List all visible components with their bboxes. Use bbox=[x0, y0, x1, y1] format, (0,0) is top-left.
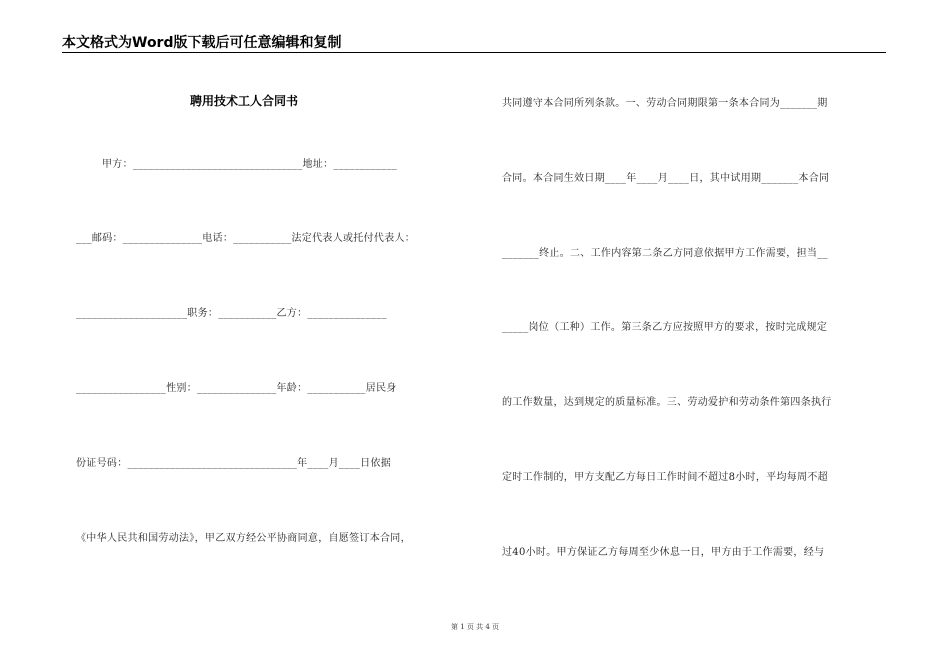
right-line-7: 过40小时。甲方保证乙方每周至少休息一日，甲方由于工作需要，经与 bbox=[502, 547, 825, 558]
right-line-2: 合同。本合同生效日期____年____月____日，其中试用期_______本合同 bbox=[502, 173, 830, 184]
right-line-5: 的工作数量，达到规定的质量标准。三、劳动爱护和劳动条件第四条执行 bbox=[502, 397, 832, 408]
left-line-6: 《中华人民共和国劳动法》，甲乙双方经公平协商同意，自愿签订本合同， bbox=[76, 533, 411, 544]
page-footer: 第 1 页 共 4 页 bbox=[450, 623, 500, 631]
right-line-1: 共同遵守本合同所列条款。一、劳动合同期限第一条本合同为_______期 bbox=[502, 98, 828, 109]
header-text: 本文格式为Word版下载后可任意编辑和复制 bbox=[62, 35, 342, 51]
left-line-2: ___邮码：_______________电话：___________法定代表人或托付代表人： bbox=[76, 233, 416, 244]
right-line-3: _______终止。二、工作内容第二条乙方同意依据甲方工作需要，担当__ bbox=[502, 248, 828, 259]
right-line-6: 定时工作制的，甲方支配乙方每日工作时间不超过8小时，平均每周不超 bbox=[502, 472, 828, 483]
left-line-4: _________________性别：_______________年龄：___________居民身 bbox=[76, 383, 397, 394]
left-line-3: _____________________职务：___________乙方：_______________ bbox=[76, 308, 387, 319]
left-line-1: 甲方：________________________________地址：____________ bbox=[102, 159, 397, 170]
left-line-5: 份证号码：________________________________年____月____日依据 bbox=[76, 458, 391, 469]
page-header bbox=[62, 30, 886, 53]
right-line-4: _____岗位（工种）工作。第三条乙方应按照甲方的要求，按时完成规定 bbox=[502, 322, 828, 333]
document-title: 聘用技术工人合同书 bbox=[190, 94, 299, 108]
